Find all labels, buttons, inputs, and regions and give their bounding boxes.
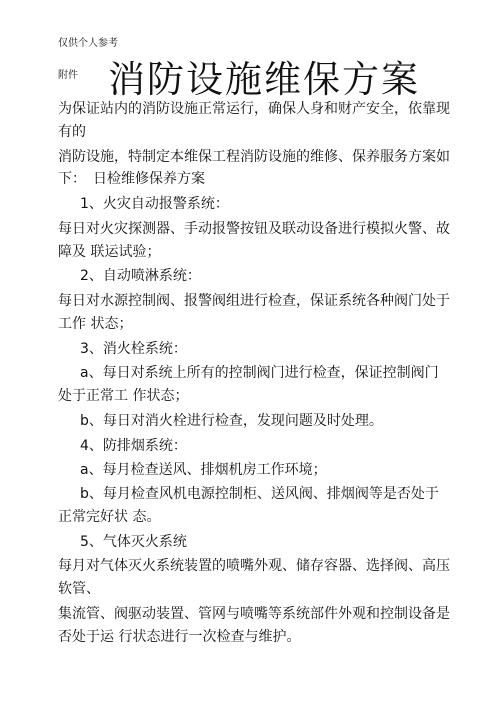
body-line: 正常完好状 态。 — [58, 509, 161, 525]
section-heading: 1、火灾自动报警系统： — [80, 196, 229, 212]
header-note: 仅供个人参考 — [58, 38, 118, 49]
body-line: 障及 联运试验； — [58, 244, 161, 260]
body-line: 每日对火灾探测器、手动报警按钮及联动设备进行模拟火警、故 — [58, 221, 450, 237]
section-heading: 5、气体灭火系统 — [80, 534, 187, 550]
body-line: 每月对气体灭火系统装置的喷嘴外观、储存容器、选择阀、高压 — [58, 558, 450, 574]
body-line: 为保证站内的消防设施正常运行，确保人身和财产安全，依靠现 — [58, 101, 450, 117]
body-line: 集流管、阀驱动装置、管网与喷嘴等系统部件外观和控制设备是 — [58, 606, 450, 622]
body-line: b、每月检查风机电源控制柜、送风阀、排烟阀等是否处于 — [80, 486, 439, 502]
body-line: 否处于运 行状态进行一次检查与维护。 — [58, 629, 301, 645]
body-line: 软管、 — [58, 581, 100, 597]
body-line: a、每日对系统上所有的控制阀门进行检查，保证控制阀门 — [80, 365, 439, 381]
body-line: 工作 状态； — [58, 316, 133, 332]
section-heading: 4、防排烟系统： — [80, 438, 187, 454]
body-line: b、每日对消火栓进行检查，发现问题及时处理。 — [80, 413, 383, 429]
body-line: 处于正常工 作状态； — [58, 388, 189, 404]
section-heading: 2、自动喷淋系统： — [80, 268, 201, 284]
body-line: 每日对水源控制阀、报警阀组进行检查，保证系统各种阀门处于 — [58, 293, 450, 309]
attachment-label: 附件 — [58, 70, 78, 81]
document-title: 消防设施维保方案 — [108, 58, 420, 101]
section-heading: 3、消火栓系统： — [80, 341, 187, 357]
body-line: a、每月检查送风、排烟机房工作环境； — [80, 462, 327, 478]
body-line: 消防设施，特制定本维保工程消防设施的维修、保养服务方案如 — [58, 149, 450, 165]
body-line: 有的 — [58, 124, 86, 140]
body-line: 下： 日检维修保养方案 — [58, 171, 205, 187]
